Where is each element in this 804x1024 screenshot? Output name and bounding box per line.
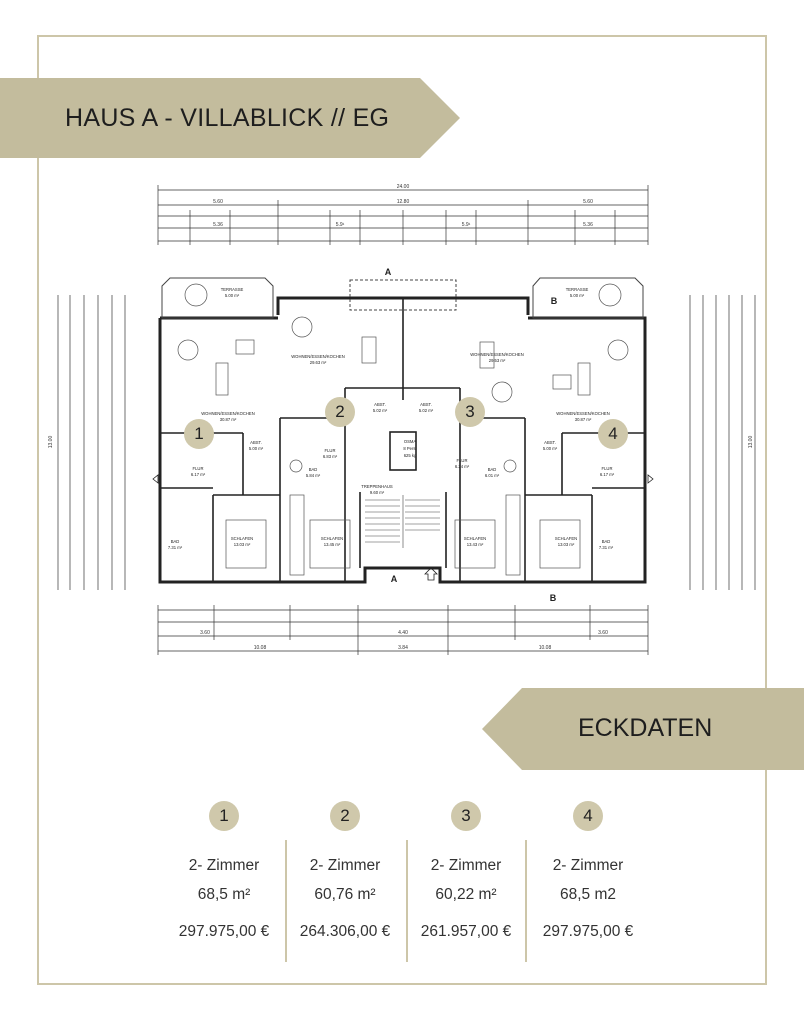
unit-table [164, 795, 644, 965]
room-abst-1: ABST. [250, 440, 262, 445]
room-flur-3: FLUR [456, 458, 468, 463]
room-abst-1-area: 5.00 m² [248, 446, 264, 451]
section-mark-a-top: A [384, 267, 392, 277]
room-schlafen-3-area: 13.43 m² [466, 542, 484, 547]
section-mark-b-bottom: B [549, 593, 557, 603]
dim-row3-mid-right: 5.9¹ [461, 222, 471, 228]
room-terrasse-left: TERRASSE [220, 287, 244, 292]
room-flur-1-area: 6.17 m² [190, 472, 206, 477]
room-schlafen-3: SCHLAFEN [463, 536, 487, 541]
room-terrasse-left-area: 5.00 m² [224, 293, 240, 298]
room-flur-2: FLUR [324, 448, 336, 453]
floor-plan [0, 170, 804, 670]
room-schlafen-4-area: 13.03 m² [557, 542, 575, 547]
room-bad-4: BAD [601, 539, 611, 544]
unit-price: 264.306,00 € [299, 923, 391, 940]
column-divider [406, 840, 408, 962]
column-divider [525, 840, 527, 962]
dim-top-left: 5.60 [213, 199, 223, 205]
dim-bottom-total-left: 10.08 [253, 645, 267, 651]
section-title: ECKDATEN [578, 714, 713, 742]
unit-area: 60,76 m² [314, 886, 376, 903]
room-bad-3: BAD [487, 467, 497, 472]
room-bad-4-area: 7.31 m² [598, 545, 614, 550]
dim-left-total: 13.00 [48, 435, 54, 449]
room-woh-3: WOHNEN/ESSEN/KOCHEN [470, 352, 524, 357]
room-abst-2-area: 5.02 m² [372, 408, 388, 413]
section-mark-b-top: B [550, 296, 558, 306]
plan-marker-3: 3 [455, 397, 485, 427]
dim-bottom-a-right: 3.60 [598, 630, 608, 636]
unit-col-3 [406, 795, 526, 965]
dim-bottom-a-left: 3.60 [200, 630, 210, 636]
room-woh-4-area: 30.87 m² [574, 417, 592, 422]
room-abst-4-area: 5.00 m² [542, 446, 558, 451]
room-woh-4: WOHNEN/ESSEN/KOCHEN [556, 411, 610, 416]
room-woh-1: WOHNEN/ESSEN/KOCHEN [201, 411, 255, 416]
room-schlafen-2-area: 13.45 m² [323, 542, 341, 547]
dim-top-center: 12.80 [396, 199, 410, 205]
dim-row3-mid-left: 5.9¹ [335, 222, 345, 228]
dim-bottom-total-right: 10.08 [538, 645, 552, 651]
unit-col-1 [164, 795, 284, 965]
room-terrasse-right-area: 5.00 m² [569, 293, 585, 298]
room-lift-sub: 8 Pers. [403, 446, 417, 451]
section-mark-a-bottom: A [390, 574, 398, 584]
unit-rooms: 2- Zimmer [430, 857, 502, 874]
plan-marker-1: 1 [184, 419, 214, 449]
room-abst-4: ABST. [544, 440, 556, 445]
room-schlafen-4: SCHLAFEN [554, 536, 578, 541]
room-bad-1: BAD [170, 539, 180, 544]
unit-number-badge: 4 [573, 801, 603, 831]
dim-bottom-center: 3.84 [398, 645, 408, 651]
room-terrasse-right: TERRASSE [565, 287, 589, 292]
dim-row3-left: 5.36 [213, 222, 223, 228]
dim-row3-right: 5.36 [583, 222, 593, 228]
room-flur-4: FLUR [601, 466, 613, 471]
unit-area: 68,5 m² [197, 886, 251, 903]
room-woh-1-area: 30.87 m² [219, 417, 237, 422]
unit-rooms: 2- Zimmer [188, 857, 260, 874]
unit-number-badge: 3 [451, 801, 481, 831]
unit-number-badge: 1 [209, 801, 239, 831]
room-schlafen-2: SCHLAFEN [320, 536, 344, 541]
unit-rooms: 2- Zimmer [309, 857, 381, 874]
plan-marker-2: 2 [325, 397, 355, 427]
unit-col-2 [285, 795, 405, 965]
plan-marker-4: 4 [598, 419, 628, 449]
unit-price: 297.975,00 € [542, 923, 634, 940]
room-abst-3-area: 5.02 m² [418, 408, 434, 413]
room-flur-2-area: 6.83 m² [322, 454, 338, 459]
room-woh-3-area: 29.53 m² [488, 358, 506, 363]
room-schlafen-1-area: 13.03 m² [233, 542, 251, 547]
room-treppenhaus: TREPPENHAUS [361, 484, 393, 489]
column-divider [285, 840, 287, 962]
room-bad-3-area: 6.01 m² [484, 473, 500, 478]
room-abst-3: ABST. [420, 402, 432, 407]
room-bad-2: BAD [308, 467, 318, 472]
dim-right-total: 13.00 [748, 435, 754, 449]
room-woh-2: WOHNEN/ESSEN/KOCHEN [291, 354, 345, 359]
room-woh-2-area: 29.63 m² [309, 360, 327, 365]
unit-area: 60,22 m² [435, 886, 497, 903]
room-flur-4-area: 6.17 m² [599, 472, 615, 477]
dim-top-total: 24.00 [396, 184, 410, 190]
room-lift: OSMA [403, 439, 417, 444]
room-lift-load: 625 kg [403, 453, 417, 458]
room-flur-1: FLUR [192, 466, 204, 471]
room-bad-1-area: 7.31 m² [167, 545, 183, 550]
page-title: HAUS A - VILLABLICK // EG [65, 104, 390, 132]
unit-price: 297.975,00 € [178, 923, 270, 940]
room-abst-2: ABST. [374, 402, 386, 407]
room-bad-2-area: 5.84 m² [305, 473, 321, 478]
unit-col-4 [528, 795, 648, 965]
room-flur-3-area: 6.24 m² [454, 464, 470, 469]
room-schlafen-1: SCHLAFEN [230, 536, 254, 541]
unit-price: 261.957,00 € [420, 923, 512, 940]
unit-number-badge: 2 [330, 801, 360, 831]
dim-top-right: 5.60 [583, 199, 593, 205]
unit-rooms: 2- Zimmer [552, 857, 624, 874]
unit-area: 68,5 m2 [559, 886, 616, 903]
room-treppenhaus-area: 9.60 m² [369, 490, 385, 495]
dim-bottom-a-center: 4.40 [398, 630, 408, 636]
